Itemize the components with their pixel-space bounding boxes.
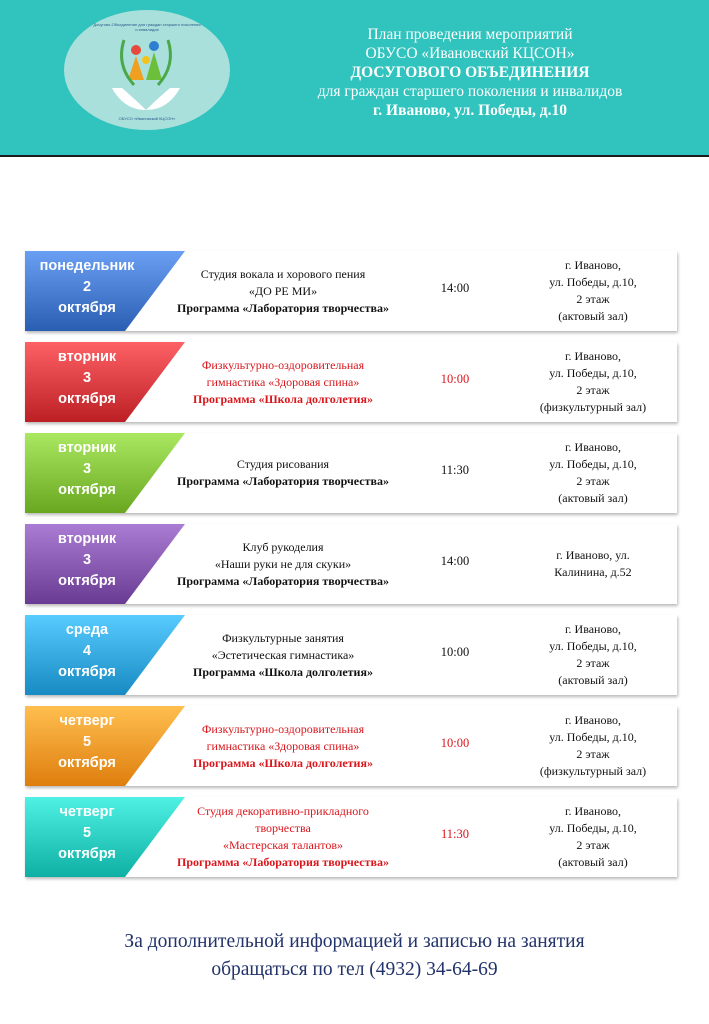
place-line: г. Иваново, bbox=[564, 804, 622, 818]
place-line: ул. Победы, д.10, bbox=[549, 457, 637, 471]
event-title-line: «Наши руки не для скуки» bbox=[214, 557, 352, 571]
event-place bbox=[513, 547, 673, 581]
place-line: г. Иваново, bbox=[564, 622, 622, 636]
event-title-line: творчества bbox=[255, 821, 311, 835]
event-title-line: Физкультурные занятия bbox=[222, 631, 344, 645]
place-line: г. Иваново, bbox=[564, 258, 622, 272]
event-row bbox=[25, 251, 677, 331]
event-place bbox=[513, 712, 673, 780]
header-line-5: г. Иваново, ул. Победы, д.10 bbox=[372, 102, 568, 119]
place-line: г. Иваново, bbox=[564, 713, 622, 727]
place-line: 2 этаж bbox=[576, 292, 610, 306]
day-month: октября bbox=[58, 300, 116, 316]
event-row bbox=[25, 706, 677, 786]
day-day: четверг bbox=[59, 804, 115, 820]
place-line: 2 этаж bbox=[576, 656, 610, 670]
place-line: г. Иваново, ул. bbox=[556, 548, 630, 562]
day-label bbox=[25, 620, 149, 683]
day-month: октября bbox=[58, 391, 116, 407]
event-title-line: гимнастика «Здоровая спина» bbox=[206, 739, 360, 753]
event-title-line: «ДО РЕ МИ» bbox=[248, 284, 318, 298]
event-program: Программа «Лаборатория творчества» bbox=[177, 574, 389, 588]
event-program: Программа «Лаборатория творчества» bbox=[177, 301, 389, 315]
day-month: октября bbox=[58, 482, 116, 498]
header-line-3: ДОСУГОВОГО ОБЪЕДИНЕНИЯ bbox=[350, 64, 590, 81]
event-program: Программа «Школа долголетия» bbox=[193, 665, 373, 679]
event-description bbox=[155, 803, 411, 871]
footer-contact bbox=[0, 928, 709, 984]
day-date: 5 bbox=[82, 825, 92, 841]
event-place bbox=[513, 621, 673, 689]
place-line: (актовый зал) bbox=[558, 309, 628, 323]
event-time: 10:00 bbox=[440, 736, 470, 750]
place-line: ул. Победы, д.10, bbox=[549, 275, 637, 289]
place-line: г. Иваново, bbox=[564, 440, 622, 454]
event-title-line: «Мастерская талантов» bbox=[222, 838, 344, 852]
day-label bbox=[25, 802, 149, 865]
place-line: (актовый зал) bbox=[558, 855, 628, 869]
event-program: Программа «Школа долголетия» bbox=[193, 392, 373, 406]
event-title-line: «Эстетическая гимнастика» bbox=[211, 648, 355, 662]
day-month: октября bbox=[58, 664, 116, 680]
event-program: Программа «Лаборатория творчества» bbox=[177, 855, 389, 869]
event-description bbox=[155, 630, 411, 681]
event-title-line: Клуб рукоделия bbox=[242, 540, 324, 554]
header-line-4: для граждан старшего поколения и инвалидов bbox=[317, 83, 623, 100]
logo-caption-top: Досугово-Объединение для граждан старшего поколения и инвалидов bbox=[93, 22, 201, 32]
day-date: 3 bbox=[82, 370, 92, 386]
place-line: (актовый зал) bbox=[558, 491, 628, 505]
day-day: вторник bbox=[57, 531, 117, 547]
place-line: ул. Победы, д.10, bbox=[549, 639, 637, 653]
event-row bbox=[25, 524, 677, 604]
place-line: 2 этаж bbox=[576, 383, 610, 397]
event-program: Программа «Лаборатория творчества» bbox=[177, 474, 389, 488]
event-title-line: Студия декоративно-прикладного bbox=[197, 804, 369, 818]
event-description bbox=[155, 266, 411, 317]
organization-logo bbox=[64, 10, 230, 130]
header-title-block bbox=[260, 25, 680, 120]
day-day: вторник bbox=[57, 349, 117, 365]
day-date: 3 bbox=[82, 461, 92, 477]
day-label bbox=[25, 256, 149, 319]
day-month: октября bbox=[58, 755, 116, 771]
logo-caption-bottom: ОБУСО «Ивановский КЦСОН» bbox=[118, 116, 176, 121]
event-place bbox=[513, 803, 673, 871]
place-line: (актовый зал) bbox=[558, 673, 628, 687]
event-time: 14:00 bbox=[440, 281, 470, 295]
event-place bbox=[513, 439, 673, 507]
event-title-line: Студия вокала и хорового пения bbox=[200, 267, 366, 281]
day-month: октября bbox=[58, 573, 116, 589]
place-line: ул. Победы, д.10, bbox=[549, 730, 637, 744]
event-time: 10:00 bbox=[440, 645, 470, 659]
place-line: 2 этаж bbox=[576, 747, 610, 761]
event-time: 10:00 bbox=[440, 372, 470, 386]
day-date: 5 bbox=[82, 734, 92, 750]
event-description bbox=[155, 721, 411, 772]
place-line: 2 этаж bbox=[576, 838, 610, 852]
day-date: 3 bbox=[82, 552, 92, 568]
place-line: ул. Победы, д.10, bbox=[549, 366, 637, 380]
day-label bbox=[25, 347, 149, 410]
event-description bbox=[155, 456, 411, 490]
day-date: 4 bbox=[82, 643, 92, 659]
day-label bbox=[25, 438, 149, 501]
header-line-1: План проведения мероприятий bbox=[367, 26, 573, 43]
event-row bbox=[25, 433, 677, 513]
event-program: Программа «Школа долголетия» bbox=[193, 756, 373, 770]
day-month: октября bbox=[58, 846, 116, 862]
day-day: понедельник bbox=[39, 258, 135, 274]
event-title-line: гимнастика «Здоровая спина» bbox=[206, 375, 360, 389]
event-row bbox=[25, 615, 677, 695]
header-line-2: ОБУСО «Ивановский КЦСОН» bbox=[365, 45, 575, 62]
place-line: (физкультурный зал) bbox=[539, 764, 647, 778]
event-time: 11:30 bbox=[440, 827, 469, 841]
day-label bbox=[25, 711, 149, 774]
place-line: Калинина, д.52 bbox=[554, 565, 632, 579]
event-row bbox=[25, 342, 677, 422]
day-date: 2 bbox=[82, 279, 92, 295]
day-day: среда bbox=[65, 622, 109, 638]
event-title-line: Физкультурно-оздоровительная bbox=[201, 722, 365, 736]
footer-line-1: За дополнительной информацией и записью на занятия bbox=[124, 931, 585, 952]
event-description bbox=[155, 357, 411, 408]
event-place bbox=[513, 257, 673, 325]
place-line: г. Иваново, bbox=[564, 349, 622, 363]
event-title-line: Студия рисования bbox=[236, 457, 330, 471]
place-line: 2 этаж bbox=[576, 474, 610, 488]
place-line: (физкультурный зал) bbox=[539, 400, 647, 414]
event-title-line: Физкультурно-оздоровительная bbox=[201, 358, 365, 372]
event-time: 11:30 bbox=[440, 463, 469, 477]
event-time: 14:00 bbox=[440, 554, 470, 568]
day-label bbox=[25, 529, 149, 592]
footer-line-2: обращаться по тел (4932) 34-64-69 bbox=[211, 959, 498, 980]
place-line: ул. Победы, д.10, bbox=[549, 821, 637, 835]
day-day: четверг bbox=[59, 713, 115, 729]
header-banner bbox=[0, 0, 709, 157]
event-row bbox=[25, 797, 677, 877]
event-description bbox=[155, 539, 411, 590]
event-place bbox=[513, 348, 673, 416]
day-day: вторник bbox=[57, 440, 117, 456]
